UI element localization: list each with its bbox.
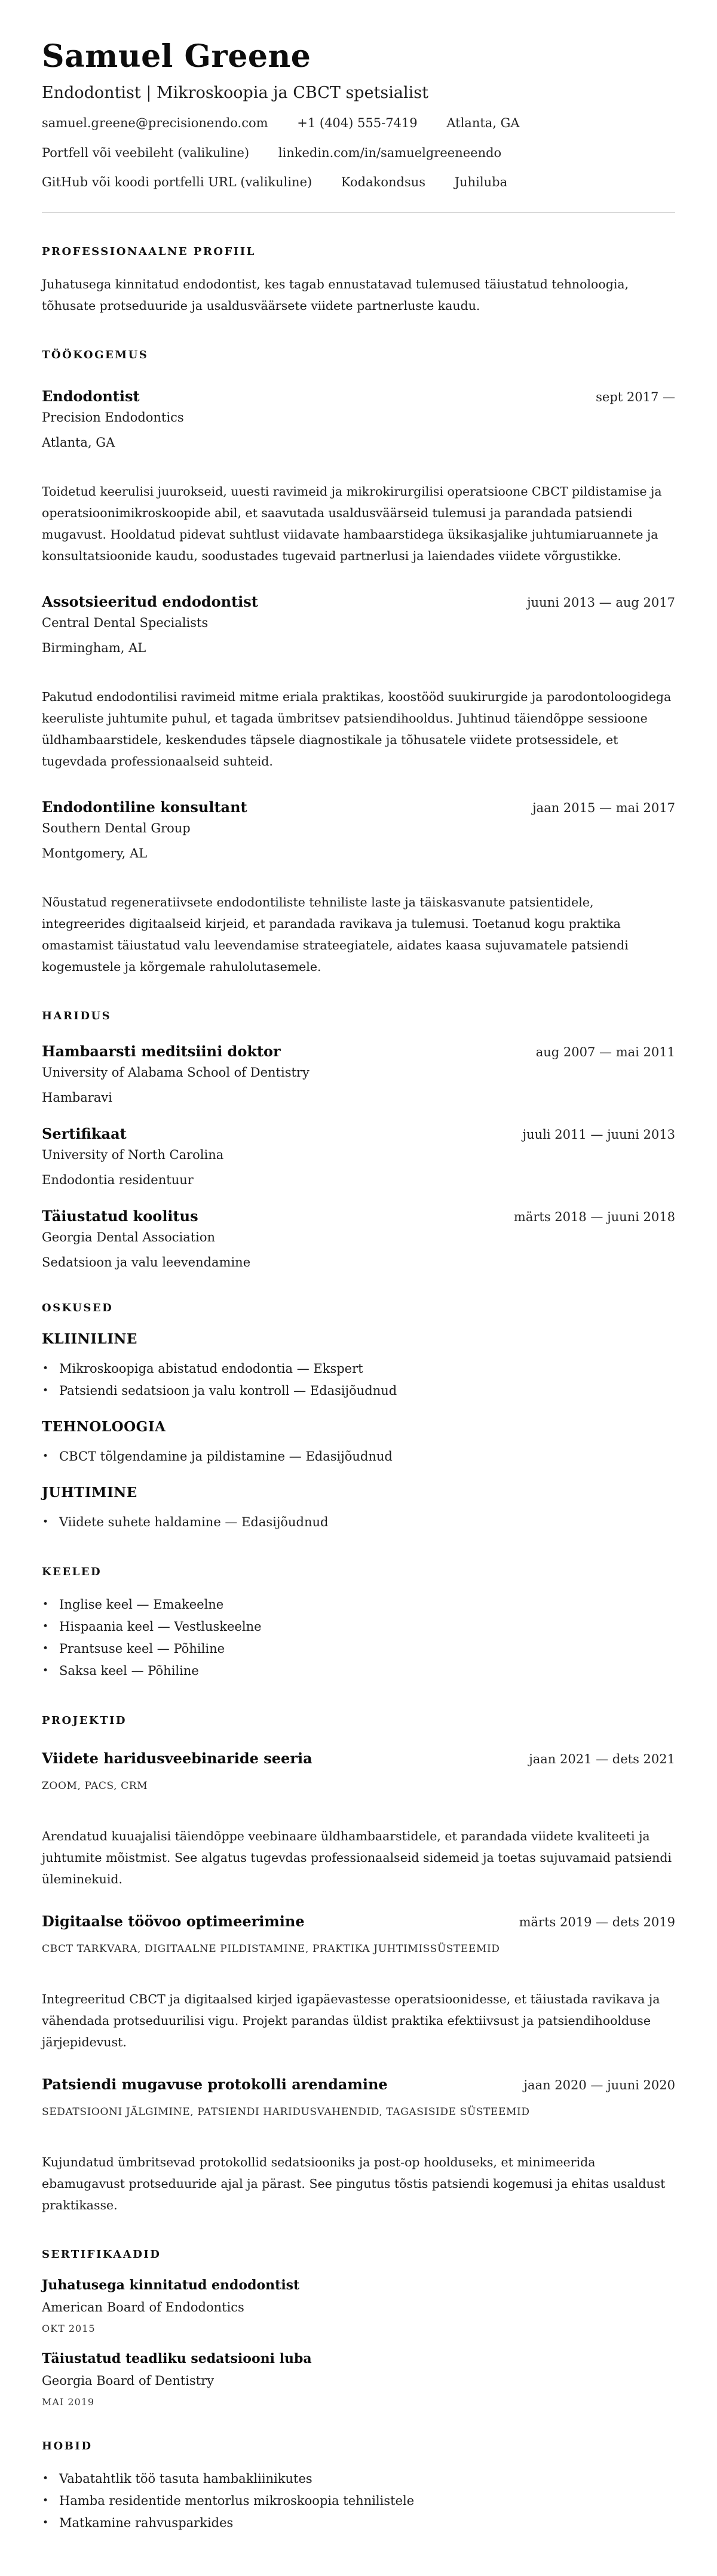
language-list — [42, 1594, 675, 1682]
resume-header — [42, 39, 675, 213]
education-dates: juuli 2011 — juuni 2013 — [522, 1127, 675, 1142]
project-entry — [42, 1750, 675, 1890]
education-entry — [42, 1125, 675, 1187]
education-degree: Täiustatud koolitus — [42, 1207, 198, 1225]
project-title: Patsiendi mugavuse protokolli arendamine — [42, 2076, 388, 2094]
hobby-item: • Hamba residentide mentorlus mikroskoopia tehnilistele — [42, 2490, 675, 2512]
education-degree: Sertifikaat — [42, 1125, 127, 1143]
job-dates: jaan 2015 — mai 2017 — [532, 801, 675, 816]
skill-group-name: KLIINILINE — [42, 1331, 137, 1348]
contact-citizenship-label: Kodakondsus — [341, 174, 426, 189]
education-dates: aug 2007 — mai 2011 — [535, 1045, 675, 1060]
project-technologies: SEDATSIOONI JÄLGIMINE, PATSIENDI HARIDUSVAHENDID, TAGASISIDE SÜSTEEMID — [42, 2106, 530, 2119]
job-dates: juuni 2013 — aug 2017 — [527, 595, 675, 610]
job-location: Montgomery, AL — [42, 846, 148, 861]
job-entry — [42, 388, 675, 567]
education-entry — [42, 1207, 675, 1269]
contact-phone: +1 (404) 555-7419 — [297, 116, 418, 131]
education-school: Georgia Dental Association — [42, 1230, 216, 1245]
skill-group-name: TEHNOLOOGIA — [42, 1419, 166, 1435]
section-skills — [42, 1302, 675, 1533]
education-field: Sedatsioon ja valu leevendamine — [42, 1255, 251, 1270]
project-entry — [42, 2076, 675, 2216]
skill-item: • CBCT tõlgendamine ja pildistamine — Edasijõudnud — [42, 1446, 675, 1468]
job-title: Endodontist — [42, 388, 140, 405]
job-title: Endodontiline konsultant — [42, 798, 247, 816]
skill-group-clinical — [42, 1331, 675, 1402]
certification-entry — [42, 2277, 675, 2334]
contact-location: Atlanta, GA — [446, 116, 520, 131]
certification-org: American Board of Endodontics — [42, 2300, 244, 2315]
skill-group-name: JUHTIMINE — [42, 1484, 137, 1501]
contact-github-label: GitHub või koodi portfelli URL (valikuline) — [42, 174, 312, 189]
job-head — [42, 593, 675, 610]
education-field: Endodontia residentuur — [42, 1173, 194, 1188]
education-dates: märts 2018 — juuni 2018 — [513, 1210, 675, 1225]
job-description: Toidetud keerulisi juurokseid, uuesti ravimeid ja mikrokirurgilisi operatsioone CBCT pildistamise ja operatsioonimikroskoopide abil, et saavutada usaldusväärseid tulemusi ja parandada patsiendi mugavust. Hooldatud pidevat suhtlust viidavate hambaarstidega üksikasjalike juhtumiaruannete ja konsultatsioonide kaudu, soodustades tugevaid partnerlusi ja laiendades viidete võrgustikke. — [42, 484, 662, 564]
job-company: Southern Dental Group — [42, 821, 191, 836]
project-description: Kujundatud ümbritsevad protokollid sedatsiooniks ja post-op hoolduseks, et minimeerida ebamugavust protseduuride ajal ja pärast. See pingutus tõstis patsiendi kogemusi ja ehitas usaldust praktikasse. — [42, 2155, 666, 2213]
project-description: Integreeritud CBCT ja digitaalsed kirjed igapäevastesse operatsioonidesse, et täiustada ravikava ja vähendada protseduurilisi vigu. Projekt parandas üldist praktika efektiivsust ja patsiendihoolduse järjepidevust. — [42, 1992, 660, 2050]
projects-heading: PROJEKTID — [42, 1714, 127, 1727]
section-projects — [42, 1714, 675, 2216]
project-head — [42, 1750, 675, 1767]
skill-item: • Mikroskoopiga abistatud endodontia — Ekspert — [42, 1358, 675, 1380]
skill-item: • Viidete suhete haldamine — Edasijõudnud — [42, 1511, 675, 1533]
project-head — [42, 1913, 675, 1930]
section-education — [42, 1010, 675, 1269]
language-item: • Hispaania keel — Vestluskeelne — [42, 1616, 675, 1638]
education-school: University of Alabama School of Dentistry — [42, 1065, 310, 1080]
contact-row-1 — [42, 115, 675, 131]
profile-text: Juhatusega kinnitatud endodontist, kes tagab ennustatavad tulemused täiustatud tehnoloogia, tõhusate protseduuride ja usaldusväärsete viidete partnerluste kaudu. — [42, 277, 629, 313]
contact-row-2 — [42, 145, 675, 161]
hobby-item: • Vabatahtlik töö tasuta hambakliinikutes — [42, 2468, 675, 2490]
education-school: University of North Carolina — [42, 1148, 224, 1163]
certification-date: OKT 2015 — [42, 2323, 96, 2335]
header-divider — [42, 212, 675, 213]
project-title: Viidete haridusveebinaride seeria — [42, 1750, 312, 1767]
job-entry — [42, 798, 675, 977]
project-entry — [42, 1913, 675, 2053]
contact-linkedin: linkedin.com/in/samuelgreeneendo — [278, 145, 502, 160]
project-dates: märts 2019 — dets 2019 — [519, 1915, 675, 1930]
education-head — [42, 1207, 675, 1225]
job-title: Assotsieeritud endodontist — [42, 593, 258, 611]
job-head — [42, 798, 675, 816]
project-dates: jaan 2021 — dets 2021 — [529, 1752, 675, 1767]
job-entry — [42, 593, 675, 772]
language-item: • Prantsuse keel — Põhiline — [42, 1638, 675, 1660]
job-description: Pakutud endodontilisi ravimeid mitme eriala praktikas, koostööd suukirurgide ja parodontoloogidega keeruliste juhtumite puhul, et tagada ümbritsev patsiendihooldus. Juhtinud täiendõppe sessioone üldhambaarstidele, keskendudes täpsele diagnostikale ja tõhusatele viidete protsessidele, et tugevdada professionaalseid suhteid. — [42, 690, 672, 769]
language-item: • Inglise keel — Emakeelne — [42, 1594, 675, 1616]
contact-email: samuel.greene@precisionendo.com — [42, 116, 268, 131]
skills-heading: OSKUSED — [42, 1302, 114, 1315]
hobby-list — [42, 2468, 675, 2534]
hobbies-heading: HOBID — [42, 2440, 93, 2453]
skill-item: • Patsiendi sedatsioon ja valu kontroll — Edasijõudnud — [42, 1380, 675, 1402]
education-entry — [42, 1043, 675, 1105]
experience-heading: TÖÖKOGEMUS — [42, 349, 149, 362]
skill-list — [42, 1358, 675, 1402]
section-certifications — [42, 2248, 675, 2408]
certification-name: Täiustatud teadliku sedatsiooni luba — [42, 2351, 312, 2367]
job-company: Precision Endodontics — [42, 410, 184, 425]
skill-list — [42, 1446, 675, 1468]
education-heading: HARIDUS — [42, 1010, 112, 1023]
candidate-name: Samuel Greene — [42, 38, 311, 75]
job-dates: sept 2017 — — [596, 390, 675, 405]
section-profile — [42, 245, 675, 316]
job-location: Atlanta, GA — [42, 435, 115, 450]
hobby-item: • Matkamine rahvusparkides — [42, 2512, 675, 2534]
candidate-headline: Endodontist | Mikroskoopia ja CBCT spetsialist — [42, 84, 428, 103]
certification-org: Georgia Board of Dentistry — [42, 2374, 215, 2389]
section-hobbies — [42, 2440, 675, 2534]
job-head — [42, 388, 675, 405]
skill-group-technology — [42, 1419, 675, 1468]
job-description: Nõustatud regeneratiivsete endodontiliste tehniliste laste ja täiskasvanute patsientidele, integreerides digitaalseid kirjeid, et parandada ravikava ja tulemusi. Toetanud kogu praktika omastamist täiustatud valu leevendamise strateegiatele, aidates kaasa sujuvamatele patsiendi kogemustele ja kõrgemale rahulolutasemele. — [42, 895, 629, 975]
education-head — [42, 1125, 675, 1142]
project-technologies: ZOOM, PACS, CRM — [42, 1780, 148, 1793]
project-dates: jaan 2020 — juuni 2020 — [523, 2078, 675, 2093]
certifications-heading: SERTIFIKAADID — [42, 2248, 161, 2261]
project-head — [42, 2076, 675, 2093]
profile-heading: PROFESSIONAALNE PROFIIL — [42, 245, 256, 259]
contact-row-3 — [42, 174, 675, 190]
project-description: Arendatud kuuajalisi täiendõppe veebinaare üldhambaarstidele, et parandada viidete kvaliteeti ja juhtumite mõistmist. See algatus tugevdas professionaalseid sidemeid ja toetas sujuvamaid patsiendi üleminekuid. — [42, 1829, 672, 1887]
section-languages — [42, 1566, 675, 1682]
project-title: Digitaalse töövoo optimeerimine — [42, 1913, 305, 1931]
skill-group-management — [42, 1484, 675, 1533]
certification-date: MAI 2019 — [42, 2396, 95, 2408]
contact-license-label: Juhiluba — [454, 174, 508, 189]
education-degree: Hambaarsti meditsiini doktor — [42, 1043, 281, 1060]
contact-portfolio-label: Portfell või veebileht (valikuline) — [42, 145, 250, 160]
education-head — [42, 1043, 675, 1060]
language-item: • Saksa keel — Põhiline — [42, 1660, 675, 1682]
languages-heading: KEELED — [42, 1566, 102, 1579]
section-experience — [42, 349, 675, 977]
job-location: Birmingham, AL — [42, 641, 146, 656]
certification-name: Juhatusega kinnitatud endodontist — [42, 2277, 300, 2294]
skill-list — [42, 1511, 675, 1533]
education-field: Hambaravi — [42, 1090, 112, 1105]
project-technologies: CBCT TARKVARA, DIGITAALNE PILDISTAMINE, PRAKTIKA JUHTIMISSÜSTEEMID — [42, 1943, 500, 1956]
certification-entry — [42, 2351, 675, 2408]
job-company: Central Dental Specialists — [42, 616, 209, 631]
